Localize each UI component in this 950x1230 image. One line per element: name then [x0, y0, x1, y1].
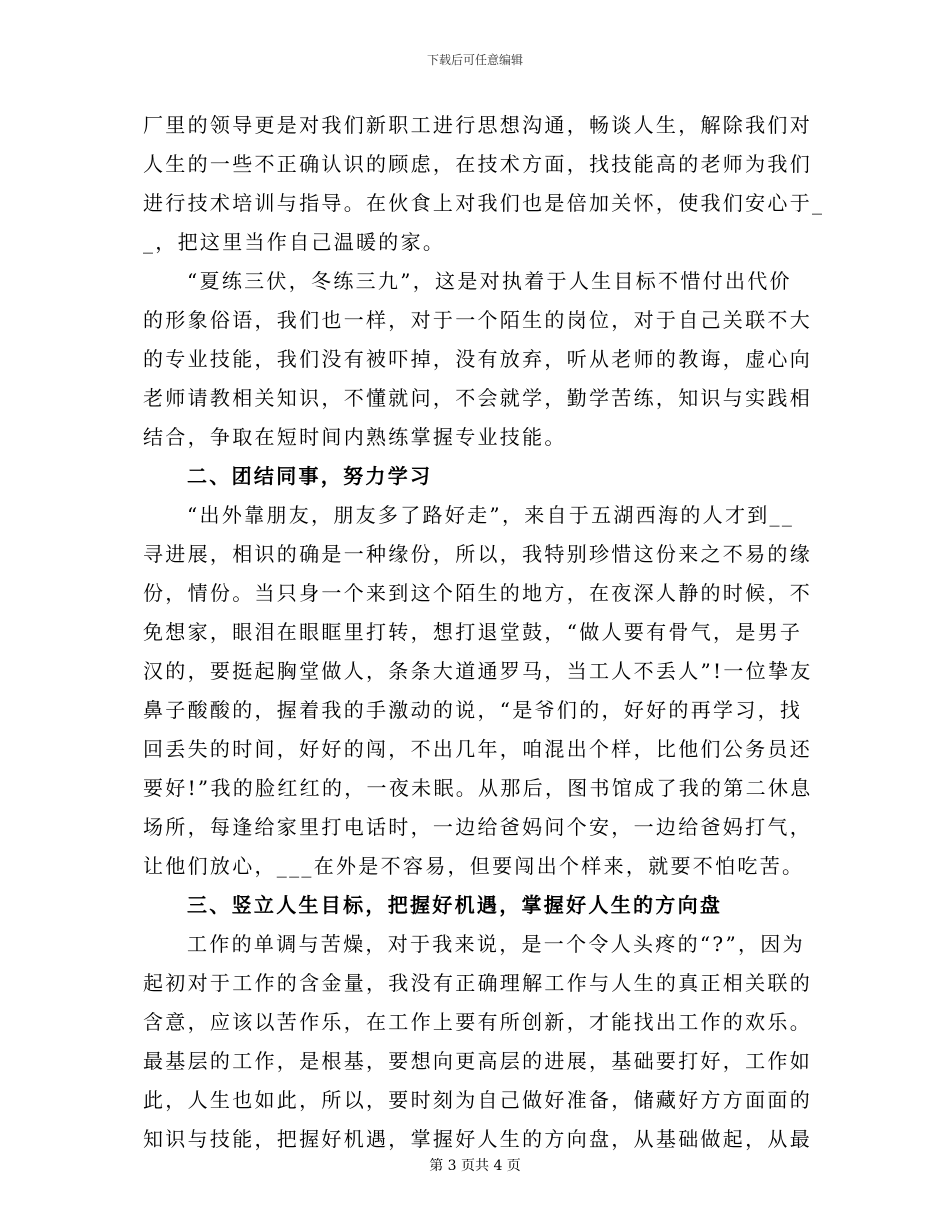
paragraph-line: 最基层的工作，是根基，要想向更高层的进展，基础要打好，工作如 — [143, 1049, 812, 1073]
paragraph-line: 含意，应该以苦作乐，在工作上要有所创新，才能找出工作的欢乐。 — [143, 1010, 812, 1034]
paragraph-line: 寻进展，相识的确是一种缘份，所以，我特别珍惜这份来之不易的缘 — [143, 542, 812, 566]
paragraph-line: 场所，每逢给家里打电话时，一边给爸妈问个安，一边给爸妈打气， — [143, 815, 812, 839]
paragraph-line: 老师请教相关知识，不懂就问，不会就学，勤学苦练，知识与实践相 — [143, 386, 812, 410]
paragraph-line: 回丢失的时间，好好的闯，不出几年，咱混出个样，比他们公务员还 — [143, 737, 812, 761]
paragraph-line: _，把这里当作自己温暖的家。 — [143, 230, 446, 254]
paragraph-line: 的专业技能，我们没有被吓掉，没有放弃，听从老师的教诲，虚心向 — [143, 347, 812, 371]
paragraph-line: 知识与技能，把握好机遇，掌握好人生的方向盘，从基础做起，从最 — [143, 1127, 812, 1151]
section-heading: 三、竖立人生目标，把握好机遇，掌握好人生的方向盘 — [187, 893, 723, 917]
paragraph-line: 的形象俗语，我们也一样，对于一个陌生的岗位，对于自己关联不大 — [143, 308, 812, 332]
paragraph-line: 起初对于工作的含金量，我没有正确理解工作与人生的真正相关联的 — [143, 971, 812, 995]
paragraph-line: 份，情份。当只身一个来到这个陌生的地方，在夜深人静的时候，不 — [143, 581, 812, 605]
paragraph-line: 进行技术培训与指导。在伙食上对我们也是倍加关怀，使我们安心于_ — [143, 191, 825, 215]
paragraph-line: 让他们放心，___在外是不容易，但要闯出个样来，就要不怕吃苦。 — [143, 854, 805, 878]
paragraph-line: 人生的一些不正确认识的顾虑，在技术方面，找技能高的老师为我们 — [143, 152, 812, 176]
paragraph-line: 厂里的领导更是对我们新职工进行思想沟通，畅谈人生，解除我们对 — [143, 113, 812, 137]
paragraph-line: 汉的，要挺起胸堂做人，条条大道通罗马，当工人不丢人”!一位挚友 — [143, 659, 813, 683]
paragraph-line: 工作的单调与苦燥，对于我来说，是一个令人头疼的“?”，因为 — [187, 932, 805, 956]
paragraph-line: “出外靠朋友，朋友多了路好走”，来自于五湖西海的人才到__ — [187, 503, 795, 527]
section-heading: 二、团结同事，努力学习 — [187, 464, 433, 488]
page-header: 下载后可任意编辑 — [426, 53, 523, 67]
paragraph-line: 免想家，眼泪在眼眶里打转，想打退堂鼓，“做人要有骨气，是男子 — [143, 620, 803, 644]
paragraph-line: 结合，争取在短时间内熟练掌握专业技能。 — [143, 425, 567, 449]
page-footer: 第 3 页共 4 页 — [429, 1158, 521, 1174]
paragraph-line: “夏练三伏，冬练三九”，这是对执着于人生目标不惜付出代价 — [187, 269, 792, 293]
paragraph-line: 要好!”我的脸红红的，一夜未眠。从那后，图书馆成了我的第二休息 — [143, 776, 813, 800]
document-body — [143, 106, 825, 1159]
paragraph-line: 鼻子酸酸的，握着我的手激动的说，“是爷们的，好好的再学习，找 — [143, 698, 803, 722]
paragraph-line: 此，人生也如此，所以，要时刻为自己做好准备，储藏好方方面面的 — [143, 1088, 812, 1112]
